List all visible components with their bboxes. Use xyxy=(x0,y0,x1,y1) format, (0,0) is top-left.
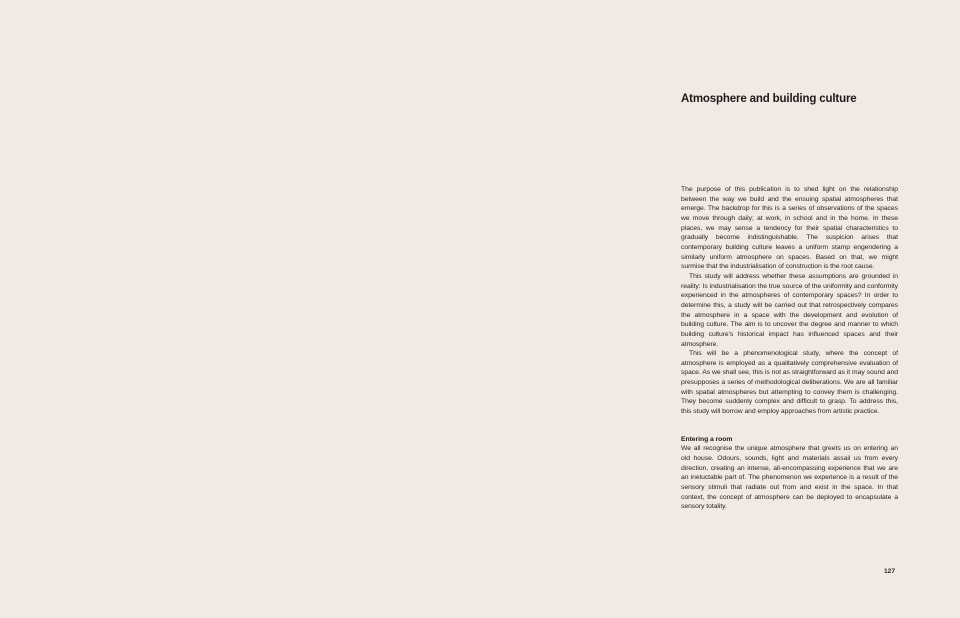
section-heading: Entering a room xyxy=(681,435,733,443)
body-paragraph: The purpose of this publication is to shed light on the relationship between the way we build and the ensuing spatial atmospheres that emerge. The backdrop for this is a series of observations of the spaces we move through daily; at work, in school and in the home. In these places, we may sense a tendency for their spatial characteristics to gradually become indistinguishable. The suspicion arises that contemporary building culture leaves a uniform stamp engendering a similarly uniform atmosphere on spaces. Based on that, we might surmise that the industrialisation of construction is the root cause. xyxy=(681,186,898,271)
body-paragraph: This study will address whether these assumptions are grounded in reality: Is industrialisation the true source of the uniformity and conformity experienced in the atmospheres of contemporary spaces? In order to determine this, a study will be carried out that retrospectively compares the atmosphere in a space with the development and evolution of building culture. The aim is to uncover the degree and manner to which building culture's historical impact has influenced spaces and their atmosphere. xyxy=(681,272,898,348)
page-title: Atmosphere and building culture xyxy=(681,93,857,105)
body-paragraph: We all recognise the unique atmosphere that greets us on entering an old house. Odours, sounds, light and materials assail us from every direction, creating an intense, all-encompassing experience that we are an ineluctable part of. The phenomenon we experience is a result of the sensory stimuli that radiate out from and exist in the space. In that context, the concept of atmosphere can be deployed to encapsulate a sensory totality. xyxy=(681,445,898,511)
page-number: 127 xyxy=(884,568,896,575)
body-text-column xyxy=(681,185,898,512)
body-paragraph: This will be a phenomenological study, where the concept of atmosphere is employed as a qualitatively comprehensive evaluation of space. As we shall see, this is not as straightforward as it may sound and presupposes a series of methodological deliberations. We are all familiar with spatial atmospheres but attempting to convey them is challenging. They become suddenly complex and difficult to grasp. To address this, this study will borrow and employ approaches from artistic practice. xyxy=(681,350,898,416)
